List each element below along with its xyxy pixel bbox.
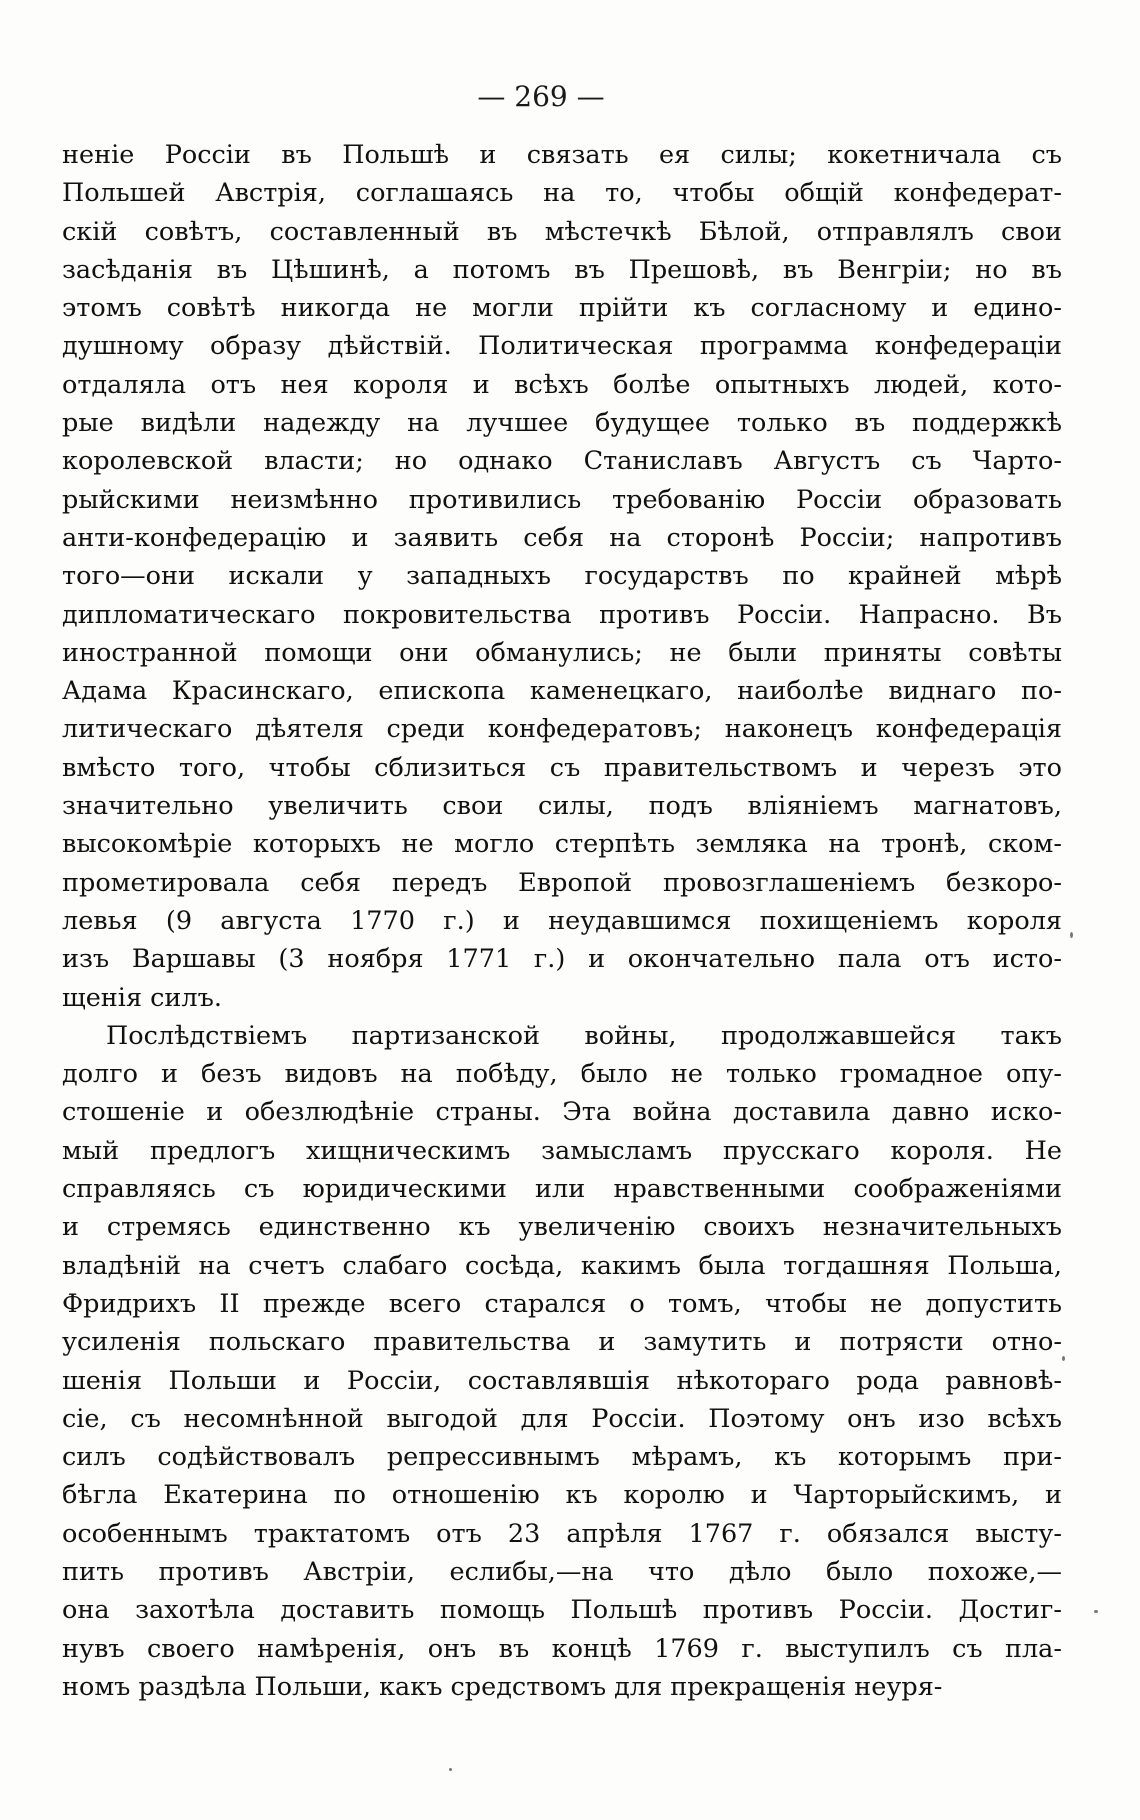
text-line: пить противъ Австріи, еслибы,—на что дѣло было похоже,—: [62, 1556, 1062, 1587]
text-line: долго и безъ видовъ на побѣду, было не только громадное опу-: [62, 1059, 1062, 1090]
text-line: неніе Россіи въ Польшѣ и связать ея силы; кокетничала съ: [62, 140, 1062, 170]
text-line: рыйскими неизмѣнно противились требованію Россіи образовать: [62, 484, 1062, 515]
text-line: душному образу дѣйствій. Политическая программа конфедераціи: [62, 331, 1062, 362]
text-line: засѣданія въ Цѣшинѣ, а потомъ въ Прешовѣ, въ Венгріи; но въ: [62, 254, 1062, 285]
text-line: владѣній на счетъ слабаго сосѣда, какимъ была тогдашняя Польша,: [62, 1250, 1062, 1281]
text-line: значительно увеличить свои силы, подъ вліяніемъ магнатовъ,: [62, 791, 1062, 822]
text-line: стошеніе и обезлюдѣніе страны. Эта война доставила давно иско-: [62, 1097, 1062, 1128]
text-line: дипломатическаго покровительства противъ Россіи. Напрасно. Въ: [62, 599, 1062, 630]
text-line: литическаго дѣятеля среди конфедератовъ; наконецъ конфедерація: [62, 714, 1062, 745]
text-line: королевской власти; но однако Станиславъ Августъ съ Чарто-: [62, 446, 1062, 477]
margin-speck: [449, 1768, 452, 1771]
body-text: [62, 136, 1062, 1706]
text-line: прометировала себя передъ Европой провозглашеніемъ безкоро-: [62, 867, 1062, 898]
paragraph: [62, 136, 1062, 1017]
text-line: отдаляла отъ нея короля и всѣхъ болѣе опытныхъ людей, кото-: [62, 369, 1062, 400]
text-line: того—они искали у западныхъ государствъ по крайней мѣрѣ: [62, 561, 1062, 592]
text-line: щенія силъ.: [62, 982, 222, 1013]
text-line: Фридрихъ II прежде всего старался о томъ, чтобы не допустить: [62, 1288, 1062, 1319]
text-line: этомъ совѣтѣ никогда не могли прійти къ согласному и едино-: [62, 293, 1062, 324]
text-line: Послѣдствіемъ партизанской войны, продолжавшейся такъ: [106, 1020, 1062, 1051]
text-line: иностранной помощи они обманулись; не были приняты совѣты: [62, 637, 1062, 668]
text-line: изъ Варшавы (3 ноября 1771 г.) и окончательно пала отъ исто-: [62, 944, 1062, 975]
text-line: бѣгла Екатерина по отношенію къ королю и Чарторыйскимъ, и: [62, 1480, 1062, 1511]
text-line: справляясь съ юридическими или нравственными соображеніями: [62, 1174, 1062, 1205]
margin-speck: [1070, 932, 1073, 938]
text-line: усиленія польскаго правительства и замутить и потрясти отно-: [62, 1327, 1062, 1358]
margin-speck: [1094, 1610, 1098, 1613]
text-line: она захотѣла доставить помощь Польшѣ противъ Россіи. Достиг-: [62, 1595, 1062, 1626]
text-line: вмѣсто того, чтобы сблизиться съ правительствомъ и черезъ это: [62, 752, 1062, 783]
text-line: высокомѣріе которыхъ не могло стерпѣть земляка на тронѣ, ском-: [62, 829, 1062, 860]
margin-speck: [1062, 1356, 1065, 1361]
text-line: силъ содѣйствовалъ репрессивнымъ мѣрамъ, къ которымъ при-: [62, 1442, 1062, 1473]
page-number: — 269 —: [477, 80, 605, 113]
text-line: анти-конфедерацію и заявить себя на сторонѣ Россіи; напротивъ: [62, 522, 1062, 553]
text-line: рые видѣли надежду на лучшее будущее только въ поддержкѣ: [62, 408, 1062, 439]
text-line: левья (9 августа 1770 г.) и неудавшимся похищеніемъ короля: [62, 905, 1062, 936]
text-line: и стремясь единственно къ увеличенію своихъ незначительныхъ: [62, 1212, 1062, 1243]
text-line: сіе, съ несомнѣнной выгодой для Россіи. Поэтому онъ изо всѣхъ: [62, 1403, 1062, 1434]
text-line: шенія Польши и Россіи, составлявшія нѣкотораго рода равновѣ-: [62, 1365, 1062, 1396]
text-line: нувъ своего намѣренія, онъ въ концѣ 1769 г. выступилъ съ пла-: [62, 1633, 1062, 1664]
text-line: мый предлогъ хищническимъ замысламъ прусскаго короля. Не: [62, 1135, 1062, 1166]
paragraph: [62, 1017, 1062, 1706]
text-line: особеннымъ трактатомъ отъ 23 апрѣля 1767 г. обязался высту-: [62, 1518, 1062, 1549]
text-line: номъ раздѣла Польши, какъ средствомъ для прекращенія неуря-: [62, 1671, 943, 1702]
text-line: Адама Красинскаго, епископа каменецкаго, наиболѣе виднаго по-: [62, 676, 1062, 707]
text-line: Польшей Австрія, соглашаясь на то, чтобы общій конфедерат-: [62, 178, 1062, 209]
text-line: скій совѣтъ, составленный въ мѣстечкѣ Бѣлой, отправлялъ свои: [62, 216, 1062, 247]
